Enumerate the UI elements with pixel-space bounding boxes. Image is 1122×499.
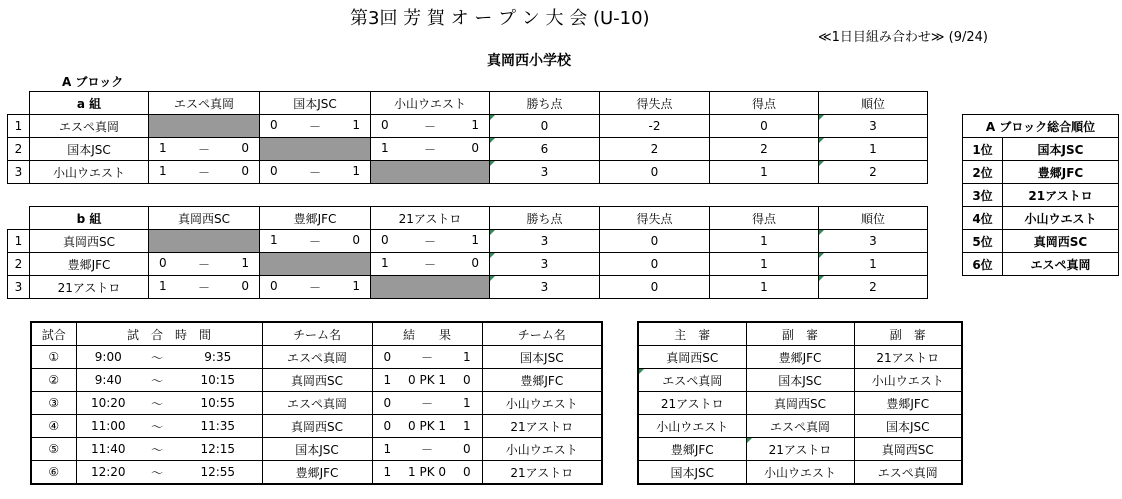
home-score: 0 — [372, 415, 402, 438]
group-b-header-cell: 勝ち点 — [490, 207, 600, 230]
team-name: 小山ウエスト — [30, 161, 149, 184]
table-row — [8, 161, 928, 184]
schedule-header — [31, 322, 602, 346]
row-number: 3 — [8, 276, 30, 299]
rank-cell: 3 — [819, 115, 928, 138]
team-name: 真岡西SC — [1003, 230, 1119, 253]
score-cell: 0 － 1 — [260, 161, 371, 184]
block-label: A ブロック — [62, 75, 124, 89]
team-name: 国本JSC — [1003, 138, 1119, 161]
schedule-header-cell: 試 合 時 間 — [76, 322, 262, 346]
time-separator: ～ — [140, 415, 174, 438]
score-middle: － — [402, 392, 452, 415]
main-referee: 真岡西SC — [638, 346, 746, 369]
home-score: 0 — [372, 346, 402, 369]
group-a-header-cell: 得点 — [710, 92, 819, 115]
points-cell: 3 — [490, 161, 600, 184]
match-number: ③ — [31, 392, 76, 415]
table-row — [8, 253, 928, 276]
table-row — [638, 415, 962, 438]
table-row — [963, 230, 1119, 253]
assistant-referee: 豊郷JFC — [854, 392, 962, 415]
goals-cell: 2 — [710, 138, 819, 161]
group-b-header-cell: 豊郷JFC — [260, 207, 371, 230]
group-b-header-cell: 真岡西SC — [149, 207, 260, 230]
referee-header-cell: 主 審 — [638, 322, 746, 346]
start-time: 9:00 — [76, 346, 140, 369]
score-middle: － — [402, 438, 452, 461]
home-team: 真岡西SC — [262, 369, 372, 392]
team-name: 21アストロ — [1003, 184, 1119, 207]
rank-cell: 2 — [819, 276, 928, 299]
score-middle: 0 PK 1 — [402, 369, 452, 392]
team-name: 国本JSC — [30, 138, 149, 161]
score-cell: 1 － 0 — [260, 230, 371, 253]
time-separator: ～ — [140, 461, 174, 485]
home-team: エスペ真岡 — [262, 392, 372, 415]
rank-cell: 1 — [819, 253, 928, 276]
row-number: 2 — [8, 253, 30, 276]
home-score: 0 — [372, 392, 402, 415]
time-separator: ～ — [140, 346, 174, 369]
assistant-referee: 真岡西SC — [854, 438, 962, 461]
score-cell: 1 － 0 — [149, 161, 260, 184]
assistant-referee: 21アストロ — [854, 346, 962, 369]
place-cell: 1位 — [963, 138, 1003, 161]
end-time: 10:15 — [174, 369, 262, 392]
self-match-cell — [371, 161, 490, 184]
start-time: 10:20 — [76, 392, 140, 415]
referee-header-cell: 副 審 — [854, 322, 962, 346]
schedule-header-cell: チーム名 — [482, 322, 602, 346]
home-team: 国本JSC — [262, 438, 372, 461]
table-row — [8, 115, 928, 138]
table-row — [8, 276, 928, 299]
goal-diff-cell: -2 — [600, 115, 710, 138]
goal-diff-cell: 0 — [600, 253, 710, 276]
home-team: 真岡西SC — [262, 415, 372, 438]
row-number: 1 — [8, 230, 30, 253]
home-team: エスペ真岡 — [262, 346, 372, 369]
home-score: 1 — [372, 369, 402, 392]
group-a-header — [8, 92, 928, 115]
group-a-header-cell: a 組 — [30, 92, 149, 115]
table-row — [963, 184, 1119, 207]
main-referee: 豊郷JFC — [638, 438, 746, 461]
assistant-referee: エスペ真岡 — [854, 461, 962, 485]
place-cell: 3位 — [963, 184, 1003, 207]
venue-label: 真岡西小学校 — [487, 53, 571, 69]
schedule-table — [30, 321, 603, 485]
rank-cell: 2 — [819, 161, 928, 184]
assistant-referee: 小山ウエスト — [746, 461, 854, 485]
group-b-table — [7, 206, 928, 299]
main-referee: 国本JSC — [638, 461, 746, 485]
score-cell: 1 － 0 — [149, 276, 260, 299]
score-cell: 0 － 1 — [371, 230, 490, 253]
points-cell: 3 — [490, 276, 600, 299]
assistant-referee: 21アストロ — [746, 438, 854, 461]
main-referee: エスペ真岡 — [638, 369, 746, 392]
time-separator: ～ — [140, 392, 174, 415]
points-cell: 6 — [490, 138, 600, 161]
team-name: エスペ真岡 — [30, 115, 149, 138]
group-a-header-cell: エスペ真岡 — [149, 92, 260, 115]
home-score: 1 — [372, 438, 402, 461]
end-time: 12:15 — [174, 438, 262, 461]
self-match-cell — [149, 115, 260, 138]
self-match-cell — [260, 138, 371, 161]
assistant-referee: 豊郷JFC — [746, 346, 854, 369]
group-a-table — [7, 91, 928, 184]
score-cell: 1 － 0 — [149, 138, 260, 161]
away-score: 1 — [452, 415, 482, 438]
table-row — [8, 138, 928, 161]
team-name: 21アストロ — [30, 276, 149, 299]
points-cell: 3 — [490, 253, 600, 276]
team-name: 真岡西SC — [30, 230, 149, 253]
place-cell: 4位 — [963, 207, 1003, 230]
group-b-header-cell: 得点 — [710, 207, 819, 230]
table-row — [31, 346, 602, 369]
referee-header-cell: 副 審 — [746, 322, 854, 346]
start-time: 12:20 — [76, 461, 140, 485]
end-time: 12:55 — [174, 461, 262, 485]
table-row — [31, 438, 602, 461]
row-number: 3 — [8, 161, 30, 184]
away-team: 豊郷JFC — [482, 369, 602, 392]
table-row — [638, 369, 962, 392]
assistant-referee: 国本JSC — [746, 369, 854, 392]
self-match-cell — [260, 253, 371, 276]
goals-cell: 1 — [710, 276, 819, 299]
away-score: 0 — [452, 461, 482, 485]
group-a-header-cell: 国本JSC — [260, 92, 371, 115]
goals-cell: 1 — [710, 161, 819, 184]
rank-cell: 3 — [819, 230, 928, 253]
referee-header — [638, 322, 962, 346]
score-cell: 1 － 0 — [371, 138, 490, 161]
start-time: 11:40 — [76, 438, 140, 461]
table-row — [963, 138, 1119, 161]
overall-title: A ブロック総合順位 — [963, 115, 1119, 138]
group-b-header-cell: b 組 — [30, 207, 149, 230]
away-team: 小山ウエスト — [482, 438, 602, 461]
table-row — [638, 461, 962, 485]
home-score: 1 — [372, 461, 402, 485]
assistant-referee: 小山ウエスト — [854, 369, 962, 392]
row-number: 1 — [8, 115, 30, 138]
group-b-header-cell: 得失点 — [600, 207, 710, 230]
table-row — [963, 207, 1119, 230]
away-score: 0 — [452, 369, 482, 392]
score-cell: 0 － 1 — [260, 115, 371, 138]
score-cell: 0 － 1 — [371, 115, 490, 138]
score-cell: 0 － 1 — [260, 276, 371, 299]
table-row — [8, 230, 928, 253]
table-row — [638, 346, 962, 369]
match-number: ⑤ — [31, 438, 76, 461]
goal-diff-cell: 0 — [600, 230, 710, 253]
self-match-cell — [149, 230, 260, 253]
match-number: ② — [31, 369, 76, 392]
start-time: 9:40 — [76, 369, 140, 392]
home-team: 豊郷JFC — [262, 461, 372, 485]
score-middle: 0 PK 1 — [402, 415, 452, 438]
schedule-header-cell: チーム名 — [262, 322, 372, 346]
team-name: エスペ真岡 — [1003, 253, 1119, 276]
end-time: 11:35 — [174, 415, 262, 438]
away-team: 国本JSC — [482, 346, 602, 369]
away-team: 小山ウエスト — [482, 392, 602, 415]
goal-diff-cell: 0 — [600, 276, 710, 299]
table-row — [638, 392, 962, 415]
match-number: ⑥ — [31, 461, 76, 485]
team-name: 豊郷JFC — [1003, 161, 1119, 184]
match-number: ④ — [31, 415, 76, 438]
end-time: 9:35 — [174, 346, 262, 369]
goals-cell: 1 — [710, 253, 819, 276]
table-row — [31, 415, 602, 438]
main-referee: 小山ウエスト — [638, 415, 746, 438]
goal-diff-cell: 2 — [600, 138, 710, 161]
self-match-cell — [371, 276, 490, 299]
assistant-referee: エスペ真岡 — [746, 415, 854, 438]
group-b-header-cell: 21アストロ — [371, 207, 490, 230]
score-cell: 1 － 0 — [371, 253, 490, 276]
team-name: 豊郷JFC — [30, 253, 149, 276]
referee-table — [637, 321, 963, 485]
score-cell: 0 － 1 — [149, 253, 260, 276]
group-a-header-cell: 勝ち点 — [490, 92, 600, 115]
page-title: 第3回 芳 賀 オ ー プ ン 大 会 (U-10) — [350, 8, 650, 29]
table-row — [963, 253, 1119, 276]
table-row — [31, 461, 602, 485]
points-cell: 0 — [490, 115, 600, 138]
table-row — [31, 369, 602, 392]
time-separator: ～ — [140, 438, 174, 461]
group-a-header-cell: 小山ウエスト — [371, 92, 490, 115]
score-middle: 1 PK 0 — [402, 461, 452, 485]
assistant-referee: 国本JSC — [854, 415, 962, 438]
goals-cell: 1 — [710, 230, 819, 253]
group-a-header-cell: 順位 — [819, 92, 928, 115]
main-referee: 21アストロ — [638, 392, 746, 415]
assistant-referee: 真岡西SC — [746, 392, 854, 415]
end-time: 10:55 — [174, 392, 262, 415]
row-number: 2 — [8, 138, 30, 161]
group-b-header — [8, 207, 928, 230]
group-a-header-cell: 得失点 — [600, 92, 710, 115]
points-cell: 3 — [490, 230, 600, 253]
table-row — [638, 438, 962, 461]
away-score: 1 — [452, 346, 482, 369]
time-separator: ～ — [140, 369, 174, 392]
page-subtitle: ≪1日目組み合わせ≫ (9/24) — [818, 30, 988, 45]
place-cell: 5位 — [963, 230, 1003, 253]
table-row — [31, 392, 602, 415]
rank-cell: 1 — [819, 138, 928, 161]
schedule-header-cell: 結 果 — [372, 322, 482, 346]
place-cell: 2位 — [963, 161, 1003, 184]
score-middle: － — [402, 346, 452, 369]
goals-cell: 0 — [710, 115, 819, 138]
overall-ranking-table — [962, 114, 1119, 276]
table-row — [963, 161, 1119, 184]
away-team: 21アストロ — [482, 415, 602, 438]
match-number: ① — [31, 346, 76, 369]
away-score: 1 — [452, 392, 482, 415]
team-name: 小山ウエスト — [1003, 207, 1119, 230]
group-b-header-cell: 順位 — [819, 207, 928, 230]
away-score: 0 — [452, 438, 482, 461]
away-team: 21アストロ — [482, 461, 602, 485]
goal-diff-cell: 0 — [600, 161, 710, 184]
place-cell: 6位 — [963, 253, 1003, 276]
schedule-header-cell: 試合 — [31, 322, 76, 346]
start-time: 11:00 — [76, 415, 140, 438]
